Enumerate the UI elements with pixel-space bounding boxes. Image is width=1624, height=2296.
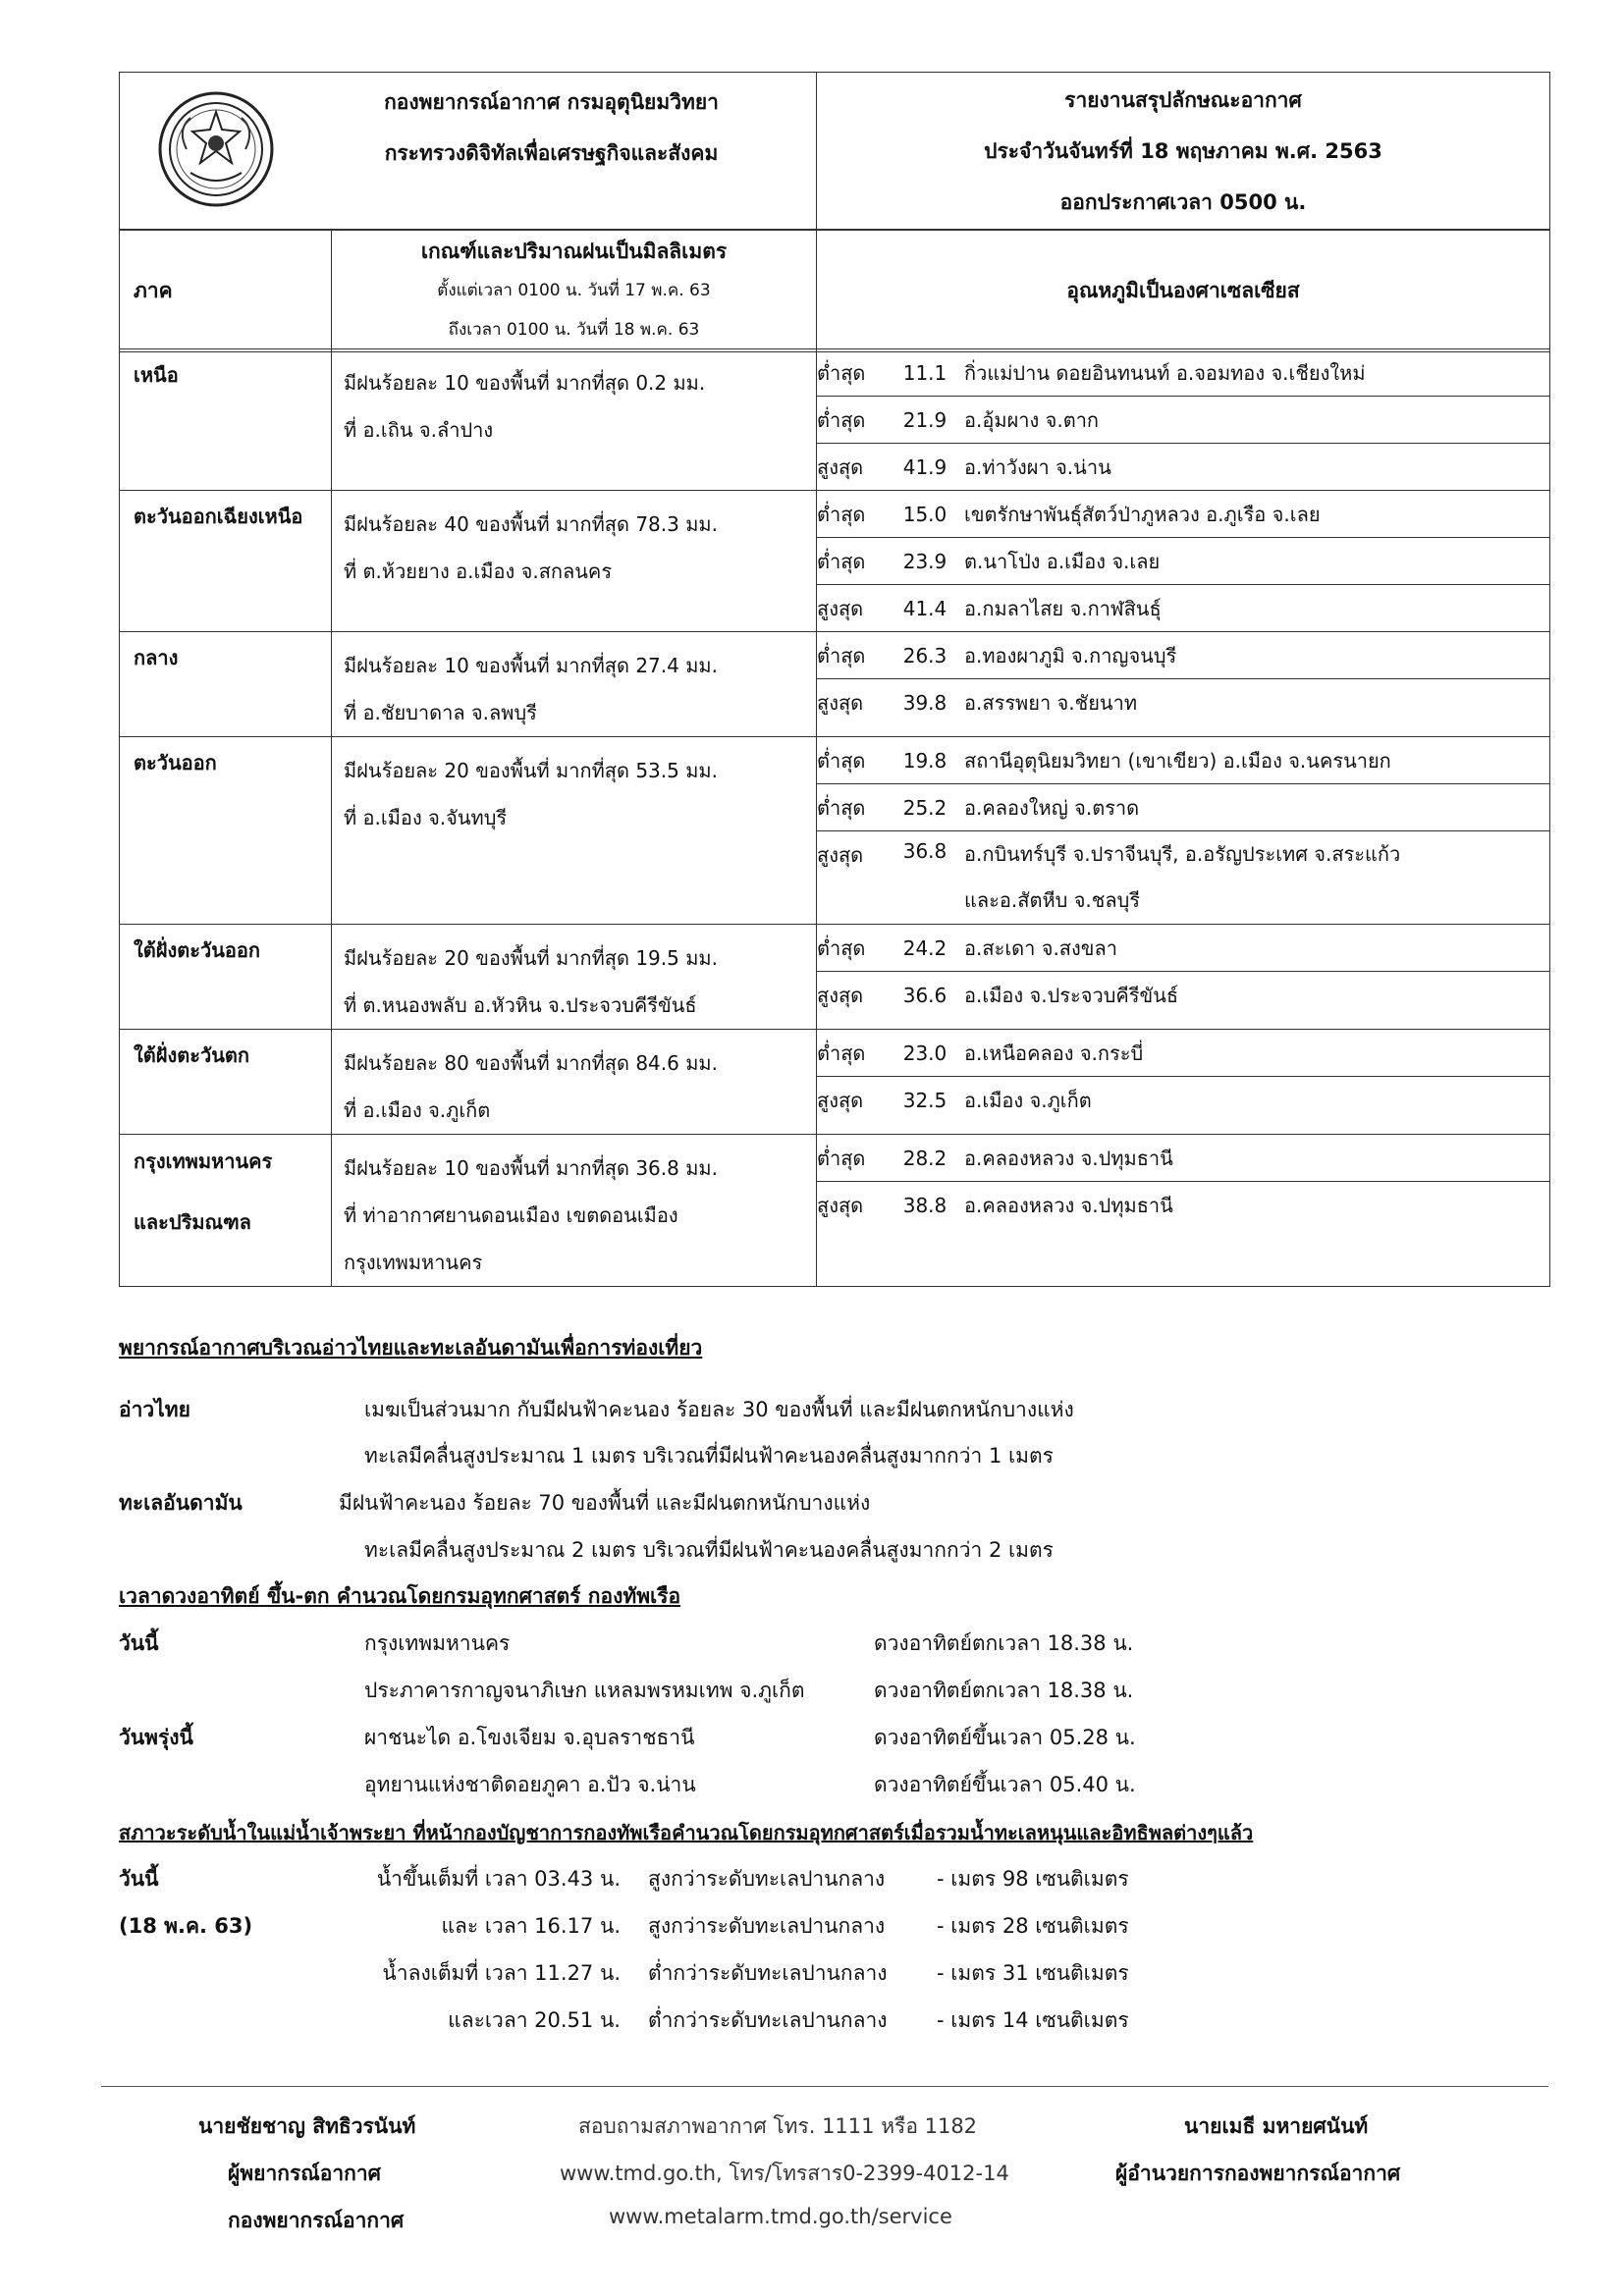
tide-title: สภาวะระดับน้ำในแม่น้ำเจ้าพระยา ที่หน้ากองบัญชาการกองทัพเรือคำนวณโดยกรมอุทกศาสตร์เมื่อรวมน้ำทะเลหนุนและอิทธิพลต่างๆแล้ว <box>119 1821 1254 1844</box>
rain-text: กรุงเทพมหานคร <box>344 1251 483 1274</box>
sun-place: อุทยานแห่งชาติดอยภูคา อ.ปัว จ.น่าน <box>364 1773 696 1796</box>
temp-place: กิ่วแม่ปาน ดอยอินทนนท์ อ.จอมทอง จ.เชียงใหม่ <box>964 349 1549 397</box>
temp-value: 41.9 <box>902 454 947 479</box>
region-column-header: ภาค <box>120 230 332 352</box>
department-seal-icon <box>157 90 275 208</box>
temp-kind: ต่ำสุด <box>817 1030 886 1077</box>
region-name-line: กรุงเทพมหานคร <box>134 1149 273 1173</box>
temp-place: อ.ทองผาภูมิ จ.กาญจนบุรี <box>964 632 1549 679</box>
tide-when: น้ำลงเต็มที่ เวลา 11.27 น. <box>382 1961 621 1985</box>
temperature-row <box>817 737 1549 784</box>
ministry-name: กระทรวงดิจิทัลเพื่อเศรษฐกิจและสังคม <box>384 141 719 165</box>
region-name <box>120 1135 332 1287</box>
temp-value: 11.1 <box>886 349 964 397</box>
rain-cell <box>332 349 817 491</box>
contact-phone: สอบถามสภาพอากาศ โทร. 1111 หรือ 1182 <box>578 2114 978 2138</box>
table-row <box>120 1135 1550 1287</box>
temperature-cell <box>817 349 1550 491</box>
temp-place-line: และอ.สัตหีบ จ.ชลบุรี <box>964 888 1141 912</box>
temp-kind: ต่ำสุด <box>817 925 886 972</box>
director-name: นายเมธี มหายศนันท์ <box>1184 2114 1369 2138</box>
table-row <box>120 1030 1550 1135</box>
report-title: รายงานสรุปลักษณะอากาศ <box>1064 88 1302 112</box>
temp-place: อ.คลองหลวง จ.ปทุมธานี <box>964 1135 1549 1182</box>
temp-value: 36.8 <box>902 839 947 863</box>
temp-kind: ต่ำสุด <box>817 784 886 831</box>
region-name: ใต้ฝั่งตะวันตก <box>120 1030 332 1135</box>
rain-text: ที่ อ.ชัยบาดาล จ.ลพบุรี <box>344 701 537 724</box>
table-row <box>120 925 1550 1030</box>
marine-forecast-title: พยากรณ์อากาศบริเวณอ่าวไทยและทะเลอันดามันเพื่อการท่องเที่ยว <box>119 1336 703 1360</box>
column-header-row <box>119 229 1550 352</box>
tide-today-label: วันนี้ <box>119 1867 159 1891</box>
temp-value: 24.2 <box>886 925 964 972</box>
temperature-cell <box>817 1030 1550 1135</box>
andaman-label: ทะเลอันดามัน <box>119 1491 243 1515</box>
temp-place <box>964 831 1549 925</box>
temperature-cell <box>817 737 1550 925</box>
region-name: เหนือ <box>120 349 332 491</box>
temp-kind: ต่ำสุด <box>817 397 886 444</box>
rain-header-title: เกณฑ์และปริมาณฝนเป็นมิลลิเมตร <box>420 240 728 263</box>
temp-kind: สูงสุด <box>817 454 864 479</box>
table-row <box>120 491 1550 632</box>
sun-today-label: วันนี้ <box>119 1631 159 1655</box>
region-name: ตะวันออกเฉียงเหนือ <box>120 491 332 632</box>
temperature-cell <box>817 925 1550 1030</box>
contact-website-link[interactable]: www.tmd.go.th, โทร/โทรสาร0-2399-4012-14 <box>560 2162 1009 2185</box>
sun-event: ดวงอาทิตย์ตกเวลา 18.38 น. <box>874 1631 1134 1655</box>
andaman-line: ทะเลมีคลื่นสูงประมาณ 2 เมตร บริเวณที่มีฝนฟ้าคะนองคลื่นสูงมากกว่า 2 เมตร <box>364 1538 1054 1562</box>
sun-tomorrow-label: วันพรุ่งนี้ <box>119 1726 193 1749</box>
temperature-row <box>817 784 1549 831</box>
rain-text: มีฝนร้อยละ 10 ของพื้นที่ มากที่สุด 27.4 มม. <box>344 654 718 677</box>
temp-kind: สูงสุด <box>817 1193 864 1217</box>
temp-kind: ต่ำสุด <box>817 1135 886 1182</box>
temperature-row <box>817 679 1549 726</box>
temperature-cell <box>817 632 1550 737</box>
temp-place: อ.ท่าวังผา จ.น่าน <box>964 454 1111 479</box>
temperature-row <box>817 349 1549 397</box>
temp-kind: ต่ำสุด <box>817 737 886 784</box>
sun-event: ดวงอาทิตย์ขึ้นเวลา 05.40 น. <box>874 1773 1136 1796</box>
gulf-label: อ่าวไทย <box>119 1398 190 1421</box>
temp-kind: สูงสุด <box>817 843 864 867</box>
temp-place: อ.อุ้มผาง จ.ตาก <box>964 397 1549 444</box>
rain-header-to: ถึงเวลา 0100 น. วันที่ 18 พ.ค. 63 <box>448 320 700 340</box>
tide-value: - เมตร 28 เซนติเมตร <box>937 1914 1129 1938</box>
temp-place: อ.คลองหลวง จ.ปทุมธานี <box>964 1193 1173 1217</box>
report-date: ประจำวันจันทร์ที่ 18 พฤษภาคม พ.ศ. 2563 <box>984 139 1382 163</box>
sun-event: ดวงอาทิตย์ขึ้นเวลา 05.28 น. <box>874 1726 1136 1749</box>
rain-text: ที่ อ.เถิน จ.ลำปาง <box>344 418 494 442</box>
rain-text: มีฝนร้อยละ 80 ของพื้นที่ มากที่สุด 84.6 มม. <box>344 1051 718 1075</box>
region-name: กลาง <box>120 632 332 737</box>
tide-when: และเวลา 20.51 น. <box>448 2008 621 2032</box>
sun-place: กรุงเทพมหานคร <box>364 1631 511 1655</box>
temp-value: 15.0 <box>886 491 964 538</box>
rain-text: ที่ ต.ห้วยยาง อ.เมือง จ.สกลนคร <box>344 560 613 583</box>
temp-place: อ.สะเดา จ.สงขลา <box>964 925 1549 972</box>
temperature-row <box>817 925 1549 972</box>
temp-kind: ต่ำสุด <box>817 491 886 538</box>
rain-text: มีฝนร้อยละ 40 ของพื้นที่ มากที่สุด 78.3 มม. <box>344 512 718 536</box>
temp-value: 25.2 <box>886 784 964 831</box>
gulf-line: ทะเลมีคลื่นสูงประมาณ 1 เมตร บริเวณที่มีฝนฟ้าคะนองคลื่นสูงมากกว่า 1 เมตร <box>364 1444 1054 1468</box>
rain-cell <box>332 491 817 632</box>
tide-level: สูงกว่าระดับทะเลปานกลาง <box>648 1867 886 1891</box>
temperature-cell <box>817 1135 1550 1287</box>
temp-value: 32.5 <box>902 1088 947 1112</box>
rain-text: มีฝนร้อยละ 10 ของพื้นที่ มากที่สุด 36.8 มม. <box>344 1156 718 1180</box>
temp-place: สถานีอุตุนิยมวิทยา (เขาเขียว) อ.เมือง จ.นครนายก <box>964 737 1549 784</box>
forecaster-title: ผู้พยากรณ์อากาศ <box>228 2162 381 2185</box>
rain-cell <box>332 1135 817 1287</box>
rain-text: มีฝนร้อยละ 20 ของพื้นที่ มากที่สุด 53.5 มม. <box>344 759 718 782</box>
rain-cell <box>332 925 817 1030</box>
temp-place: ต.นาโป่ง อ.เมือง จ.เลย <box>964 538 1549 585</box>
region-name-line: และปริมณฑล <box>134 1210 251 1234</box>
service-website-link[interactable]: www.metalarm.tmd.go.th/service <box>609 2205 952 2228</box>
temperature-row <box>817 831 1549 925</box>
tide-when: และ เวลา 16.17 น. <box>441 1914 621 1938</box>
region-name: ใต้ฝั่งตะวันออก <box>120 925 332 1030</box>
issue-time: ออกประกาศเวลา 0500 น. <box>1059 190 1307 214</box>
rain-text: มีฝนร้อยละ 10 ของพื้นที่ มากที่สุด 0.2 มม. <box>344 371 706 395</box>
tide-date-label: (18 พ.ค. 63) <box>119 1914 253 1938</box>
temp-value: 23.9 <box>886 538 964 585</box>
temperature-row <box>817 491 1549 538</box>
temperature-row <box>817 585 1549 632</box>
temp-kind: สูงสุด <box>817 690 864 715</box>
andaman-line: มีฝนฟ้าคะนอง ร้อยละ 70 ของพื้นที่ และมีฝนตกหนักบางแห่ง <box>339 1491 871 1515</box>
tide-value: - เมตร 31 เซนติเมตร <box>937 1961 1129 1985</box>
temperature-column-header <box>817 230 1550 352</box>
rain-cell <box>332 632 817 737</box>
temp-kind: สูงสุด <box>817 1088 864 1112</box>
tide-level: ต่ำกว่าระดับทะเลปานกลาง <box>648 1961 888 1985</box>
temp-place-line: อ.กบินทร์บุรี จ.ปราจีนบุรี, อ.อรัญประเทศ จ.สระแก้ว <box>964 842 1401 866</box>
temp-value: 41.4 <box>902 596 947 620</box>
temp-place: อ.เหนือคลอง จ.กระบี่ <box>964 1030 1549 1077</box>
temp-place: อ.กมลาไสย จ.กาฬสินธุ์ <box>964 596 1162 620</box>
temp-value: 26.3 <box>886 632 964 679</box>
temp-value: 38.8 <box>902 1193 947 1217</box>
footer-divider <box>101 2086 1548 2087</box>
temp-value: 21.9 <box>886 397 964 444</box>
temp-place: อ.เมือง จ.ภูเก็ต <box>964 1088 1092 1112</box>
temp-value: 23.0 <box>886 1030 964 1077</box>
sun-event: ดวงอาทิตย์ตกเวลา 18.38 น. <box>874 1679 1134 1702</box>
temperature-row <box>817 538 1549 585</box>
temp-kind: ต่ำสุด <box>817 349 886 397</box>
tide-value: - เมตร 98 เซนติเมตร <box>937 1867 1129 1891</box>
temperature-cell <box>817 491 1550 632</box>
table-row <box>120 737 1550 925</box>
temp-value: 36.6 <box>902 983 947 1007</box>
temperature-row <box>817 632 1549 679</box>
rain-text: มีฝนร้อยละ 20 ของพื้นที่ มากที่สุด 19.5 มม. <box>344 946 718 970</box>
header-table <box>119 72 1550 231</box>
table-row <box>120 632 1550 737</box>
temp-kind: ต่ำสุด <box>817 538 886 585</box>
temp-value: 28.2 <box>886 1135 964 1182</box>
rain-column-header <box>332 230 817 352</box>
temperature-row <box>817 1077 1549 1124</box>
temp-kind: สูงสุด <box>817 983 864 1007</box>
temp-kind: สูงสุด <box>817 596 864 620</box>
forecaster-name: นายชัยชาญ สิทธิวรนันท์ <box>198 2114 416 2138</box>
rain-cell <box>332 1030 817 1135</box>
temp-value: 39.8 <box>902 690 947 715</box>
agency-name: กองพยากรณ์อากาศ กรมอุตุนิยมวิทยา <box>384 90 719 114</box>
table-row <box>120 349 1550 491</box>
header-report-cell <box>817 73 1550 231</box>
temperature-row <box>817 397 1549 444</box>
header-agency-cell <box>120 73 817 231</box>
sun-times-title: เวลาดวงอาทิตย์ ขึ้น-ตก คำนวณโดยกรมอุทกศาสตร์ กองทัพเรือ <box>119 1584 681 1608</box>
sun-place: ประภาคารกาญจนาภิเษก แหลมพรหมเทพ จ.ภูเก็ต <box>364 1679 805 1702</box>
director-title: ผู้อำนวยการกองพยากรณ์อากาศ <box>1115 2162 1401 2185</box>
temp-place: อ.เมือง จ.ประจวบคีรีขันธ์ <box>964 983 1179 1007</box>
forecaster-department: กองพยากรณ์อากาศ <box>228 2209 405 2232</box>
gulf-line: เมฆเป็นส่วนมาก กับมีฝนฟ้าคะนอง ร้อยละ 30 ของพื้นที่ และมีฝนตกหนักบางแห่ง <box>364 1398 1074 1421</box>
tide-when: น้ำขึ้นเต็มที่ เวลา 03.43 น. <box>376 1867 621 1891</box>
tide-level: สูงกว่าระดับทะเลปานกลาง <box>648 1914 886 1938</box>
tide-value: - เมตร 14 เซนติเมตร <box>937 2008 1129 2032</box>
temperature-row <box>817 1135 1549 1182</box>
temperature-row <box>817 1182 1549 1229</box>
sun-place: ผาชนะได อ.โขงเจียม จ.อุบลราชธานี <box>364 1726 695 1749</box>
temperature-row <box>817 444 1549 491</box>
temp-value: 19.8 <box>886 737 964 784</box>
rain-cell <box>332 737 817 925</box>
temp-place: อ.คลองใหญ่ จ.ตราด <box>964 784 1549 831</box>
region-table <box>119 348 1550 1287</box>
temp-place: เขตรักษาพันธุ์สัตว์ป่าภูหลวง อ.ภูเรือ จ.เลย <box>964 491 1549 538</box>
temperature-header-title: อุณหภูมิเป็นองศาเซลเซียส <box>1066 279 1300 302</box>
tide-level: ต่ำกว่าระดับทะเลปานกลาง <box>648 2008 888 2032</box>
temp-kind: ต่ำสุด <box>817 632 886 679</box>
rain-text: ที่ ท่าอากาศยานดอนเมือง เขตดอนเมือง <box>344 1203 678 1227</box>
region-name: ตะวันออก <box>120 737 332 925</box>
temp-place: อ.สรรพยา จ.ชัยนาท <box>964 690 1138 715</box>
temperature-row <box>817 1030 1549 1077</box>
rain-text: ที่ ต.หนองพลับ อ.หัวหิน จ.ประจวบคีรีขันธ์ <box>344 993 697 1017</box>
rain-header-from: ตั้งแต่เวลา 0100 น. วันที่ 17 พ.ค. 63 <box>437 281 711 300</box>
rain-text: ที่ อ.เมือง จ.ภูเก็ต <box>344 1098 491 1122</box>
temperature-row <box>817 972 1549 1019</box>
rain-text: ที่ อ.เมือง จ.จันทบุรี <box>344 806 508 829</box>
